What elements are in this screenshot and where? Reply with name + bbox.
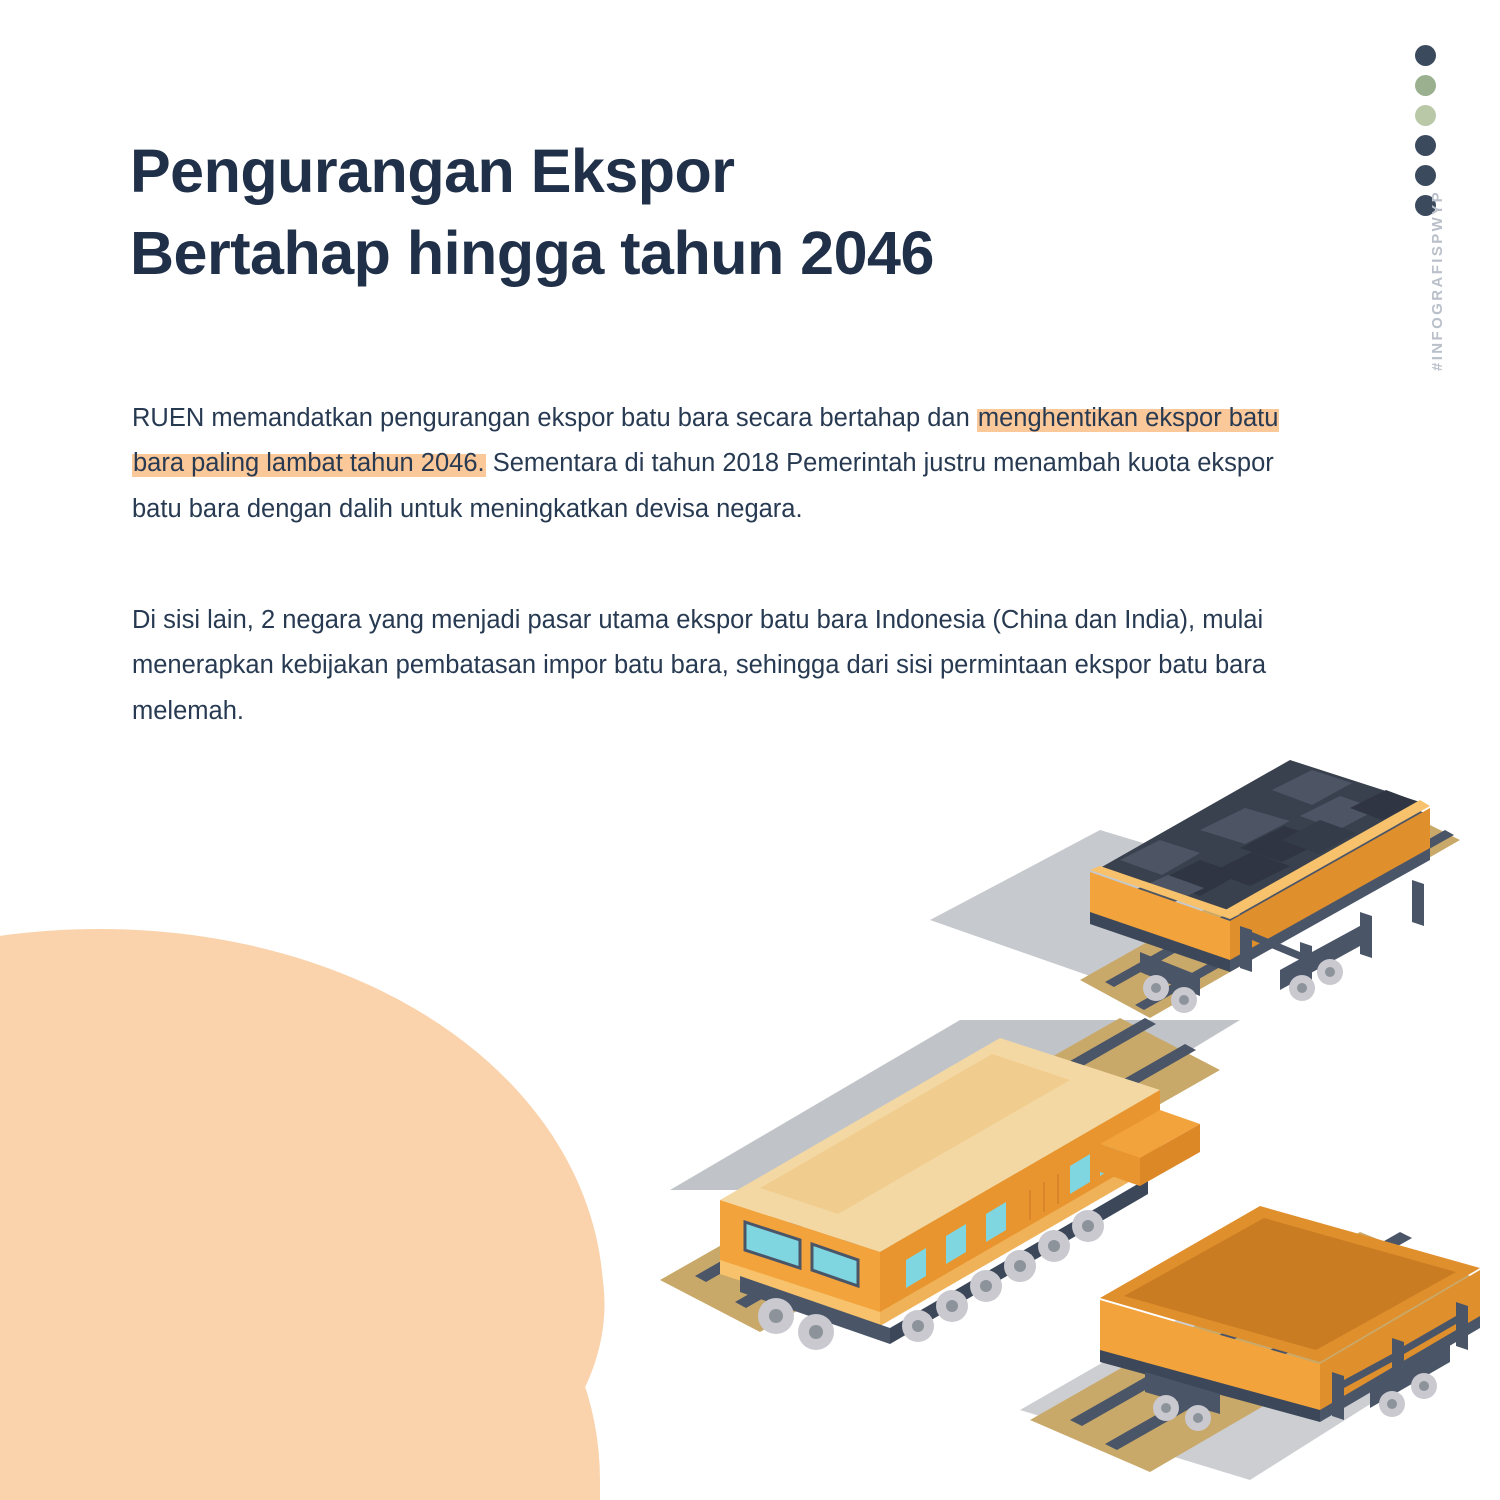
brand-dot-2	[1415, 75, 1436, 96]
paragraph-1-pre: RUEN memandatkan pengurangan ekspor batu bara secara bertahap dan	[132, 404, 977, 432]
brand-dot-4	[1415, 135, 1436, 156]
page-title-line-2: Bertahap hingga tahun 2046	[130, 219, 934, 288]
paragraph-1-highlight: menghentikan ekspor batu bara paling lambat tahun 2046.	[133, 404, 1279, 478]
page-title-line-1: Pengurangan Ekspor	[130, 137, 735, 205]
paragraph-1-post: Sementara di tahun 2018 Pemerintah justru menambah kuota ekspor batu bara dengan dalih untuk meningkatkan devisa negara.	[132, 449, 1274, 523]
brand-dot-5	[1415, 165, 1436, 186]
brand-hashtag: #INFOGRAFISPWYP	[1429, 190, 1446, 372]
body-paragraph-1	[132, 396, 1312, 532]
brand-dot-1	[1415, 45, 1436, 66]
page-title	[130, 130, 1310, 295]
coal-train-illustration	[600, 720, 1500, 1500]
body-paragraph-2: Di sisi lain, 2 negara yang menjadi pasar utama ekspor batu bara Indonesia (China dan India), mulai menerapkan kebijakan pembatasan impor batu bara, sehingga dari sisi permintaan ekspor batu bara melemah.	[132, 606, 1267, 725]
brand-dot-3	[1415, 105, 1436, 126]
